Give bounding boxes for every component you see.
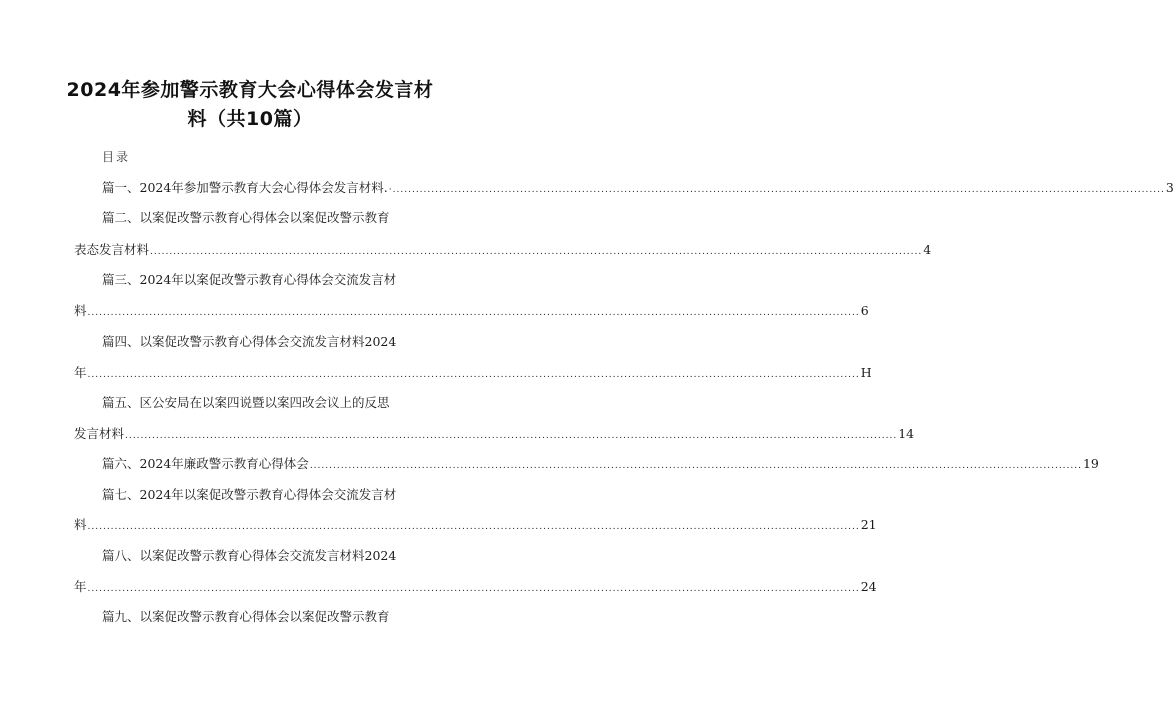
toc-entry-6[interactable]	[102, 454, 1099, 472]
toc-entry-3-page: 6	[860, 303, 869, 318]
toc-heading: 目录	[102, 150, 131, 164]
toc-entry-9-title[interactable]: 篇九、以案促改警示教育心得体会以案促改警示教育	[102, 609, 390, 624]
toc-entry-2-page: 4	[923, 242, 932, 257]
toc-entry-5-page: 14	[898, 426, 915, 441]
toc-entry-4-title[interactable]: 篇四、以案促改警示教育心得体会交流发言材料2024	[102, 334, 397, 349]
toc-entry-1-title: 篇一、2024年参加警示教育大会心得体会发言材料.	[102, 180, 388, 195]
toc-entry-8-page: 24	[860, 579, 877, 594]
toc-leader-dots: ·........................................................................................................................................................................................................	[388, 185, 1165, 195]
toc-entry-7-page: 21	[860, 517, 877, 532]
toc-leader-dots: ........................................................................................................................................................................................................	[87, 584, 860, 594]
toc-entry-5-continuation[interactable]: 发言材料 ........................................................................................................................................................................................................ 14	[74, 426, 915, 441]
toc-entry-7-continuation[interactable]: 料 ........................................................................................................................................................................................................ 21	[74, 517, 877, 532]
toc-entry-3-title[interactable]: 篇三、2024年以案促改警示教育心得体会交流发言材	[102, 272, 397, 287]
document-title-line-2: 料（共10篇）	[187, 108, 313, 130]
toc-entry-6-title: 篇六、2024年廉政警示教育心得体会	[102, 456, 309, 471]
toc-leader-dots: ........................................................................................................................................................................................................	[309, 461, 1082, 471]
toc-entry-3-continuation[interactable]: 料 ........................................................................................................................................................................................................ 6	[74, 303, 869, 318]
toc-entry-8-continuation[interactable]: 年 ........................................................................................................................................................................................................ 24	[74, 579, 877, 594]
toc-entry-1[interactable]	[102, 178, 1174, 196]
toc-leader-dots: ........................................................................................................................................................................................................	[87, 370, 860, 380]
toc-entry-7-title[interactable]: 篇七、2024年以案促改警示教育心得体会交流发言材	[102, 487, 397, 502]
toc-leader-dots: ........................................................................................................................................................................................................	[125, 431, 898, 441]
toc-leader-dots: ........................................................................................................................................................................................................	[87, 522, 860, 532]
toc-entry-2-title[interactable]: 篇二、以案促改警示教育心得体会以案促改警示教育	[102, 210, 390, 225]
toc-entry-8-title[interactable]: 篇八、以案促改警示教育心得体会交流发言材料2024	[102, 548, 397, 563]
document-title-line-1: 2024年参加警示教育大会心得体会发言材	[66, 79, 434, 101]
toc-entry-6-page: 19	[1082, 456, 1099, 471]
toc-entry-5-title[interactable]: 篇五、区公安局在以案四说暨以案四改会议上的反思	[102, 395, 390, 410]
toc-leader-dots: ........................................................................................................................................................................................................	[150, 247, 923, 257]
toc-entry-2-continuation[interactable]: 表态发言材料 ........................................................................................................................................................................................................ 4	[74, 242, 932, 257]
toc-leader-dots: ........................................................................................................................................................................................................	[87, 308, 860, 318]
toc-entry-1-page: 3	[1165, 180, 1174, 195]
toc-entry-4-page: H	[860, 365, 872, 380]
toc-entry-4-continuation[interactable]: 年 ........................................................................................................................................................................................................ H	[74, 365, 872, 380]
